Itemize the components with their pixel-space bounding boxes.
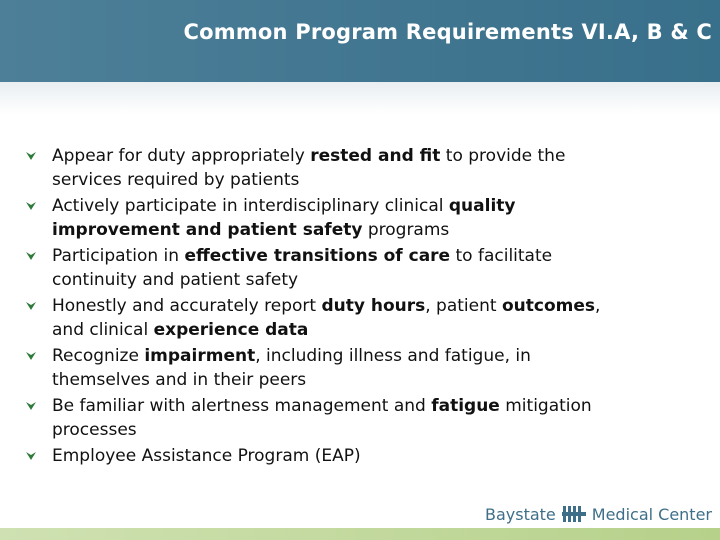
bullet-text: Be familiar with alertness management and (52, 396, 432, 416)
bullet-text: themselves and in their peers (52, 370, 307, 390)
checkmark-bullet-icon (26, 251, 36, 261)
bullet-list (20, 144, 710, 470)
bullet-line (52, 244, 710, 268)
bullet-text: mitigation (499, 396, 592, 416)
bullet-line (52, 418, 710, 442)
bullet-item (20, 194, 710, 242)
bullet-text: Actively participate in interdisciplinary clinical (52, 196, 449, 216)
bullet-emphasis: improvement and patient safety (52, 220, 363, 240)
bullet-line (52, 394, 710, 418)
bullet-emphasis: impairment (144, 346, 256, 366)
bullet-line (52, 194, 710, 218)
checkmark-bullet-icon (26, 301, 36, 311)
bullet-text: to provide the (440, 146, 566, 166)
bullet-line (52, 168, 710, 192)
bullet-item (20, 344, 710, 392)
bullet-line (52, 318, 710, 342)
bullet-item (20, 244, 710, 292)
logo-text-right: Medical Center (591, 504, 712, 524)
bullet-text: services required by patients (52, 170, 300, 190)
checkmark-bullet-icon (26, 401, 36, 411)
bullet-item (20, 444, 710, 468)
bullet-emphasis: fatigue (431, 396, 500, 416)
footer-bar (0, 528, 720, 540)
bullet-text: continuity and patient safety (52, 270, 299, 290)
bullet-text: Honestly and accurately report (52, 296, 322, 316)
bullet-line (52, 344, 710, 368)
bullet-text: Employee Assistance Program (EAP) (52, 446, 361, 466)
bullet-text: , (595, 296, 601, 316)
checkmark-bullet-icon (26, 201, 36, 211)
bullet-emphasis: rested and fit (310, 146, 441, 166)
bullet-text: Participation in (52, 246, 185, 266)
bullet-line (52, 218, 710, 242)
bullet-line (52, 368, 710, 392)
checkmark-bullet-icon (26, 351, 36, 361)
bullet-emphasis: quality (448, 196, 516, 216)
logo-mark-icon (562, 504, 586, 524)
bullet-line (52, 444, 710, 468)
bullet-text: , including illness and fatigue, in (255, 346, 531, 366)
bullet-emphasis: outcomes (501, 296, 595, 316)
checkmark-bullet-icon (26, 151, 36, 161)
bullet-item (20, 294, 710, 342)
bullet-text: processes (52, 420, 137, 440)
bullet-text: programs (362, 220, 450, 240)
bullet-text: and clinical (52, 320, 154, 340)
slide-title: Common Program Requirements VI.A, B & C (183, 20, 712, 44)
bullet-line (52, 294, 710, 318)
bullet-text: Recognize (52, 346, 145, 366)
baystate-logo (485, 502, 712, 526)
logo-text-left: Baystate (484, 504, 556, 524)
bullet-text: , patient (425, 296, 502, 316)
bullet-line (52, 268, 710, 292)
bullet-emphasis: duty hours (321, 296, 426, 316)
checkmark-bullet-icon (26, 451, 36, 461)
bullet-emphasis: effective transitions of care (184, 246, 451, 266)
bullet-emphasis: experience data (153, 320, 309, 340)
bullet-text: Appear for duty appropriately (52, 146, 311, 166)
bullet-item (20, 394, 710, 442)
header-shadow (0, 82, 720, 114)
bullet-line (52, 144, 710, 168)
bullet-item (20, 144, 710, 192)
bullet-text: to facilitate (450, 246, 553, 266)
